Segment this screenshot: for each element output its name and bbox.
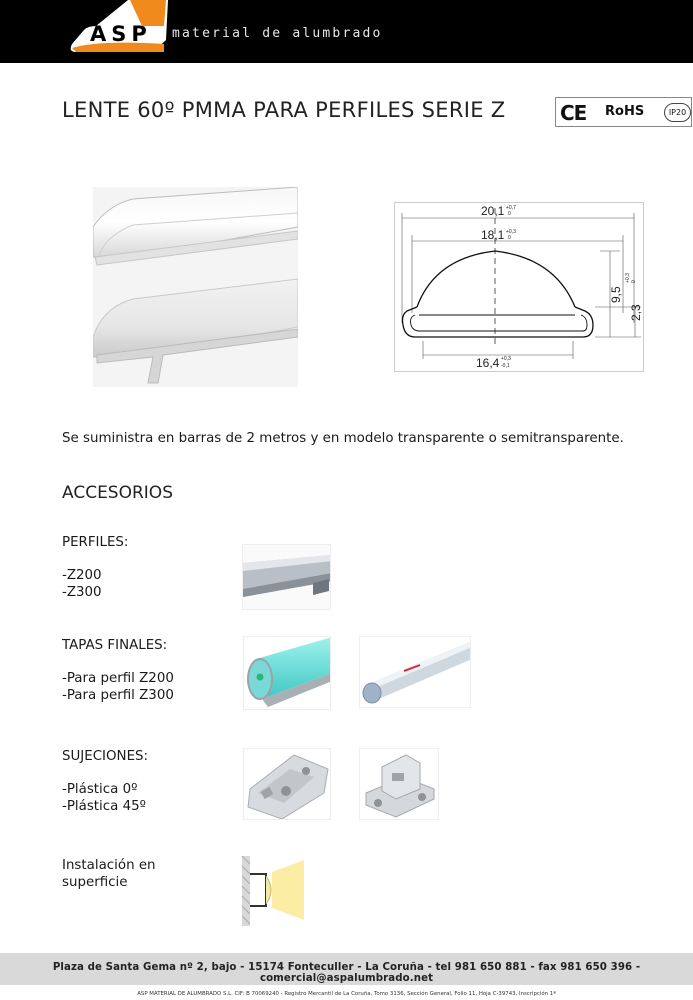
instalacion-label: Instalación en [62,858,156,873]
page-title: LENTE 60º PMMA PARA PERFILES SERIE Z [62,98,506,122]
logo-text: ASP [90,22,152,46]
dim-bottom-tol-lower: -0,1 [501,363,510,369]
ip-rating-badge: IP20 [664,103,691,122]
sujeciones-label: SUJECIONES: [62,749,149,764]
tapa-z300-thumbnail [359,636,471,708]
company-tagline: material de alumbrado [172,26,383,41]
footer-legal: ASP MATERIAL DE ALUMBRADO S.L. CIF: B 70069240 - Registro Mercantil de La Coruña, Tomo 3136, Sección General, Folio 11, Hoja C-39743, Inscripción 1ª [137,991,556,997]
sujecion-45-thumbnail [359,748,439,820]
dim-lip-tol-upper: +0,3 [625,273,631,283]
dim-bottom-tol-upper: +0,3 [501,356,511,362]
perfiles-label: PERFILES: [62,535,129,550]
sujeciones-item: -Plástica 45º [62,799,146,814]
dim-mid-tol-upper: +0,3 [506,229,516,235]
dim-mid-tol-lower: 0 [508,235,511,241]
perfiles-item: -Z300 [62,585,102,600]
company-logo [68,0,178,60]
dim-mid-value: 18,1 [481,228,505,242]
product-description: Se suministra en barras de 2 metros y en modelo transparente o semitransparente. [62,431,624,446]
tapas-item: -Para perfil Z200 [62,671,174,686]
rohs-mark: RoHS [605,104,645,119]
page-footer [0,953,693,985]
dim-lip-value: 2,3 [629,304,643,321]
certification-badges [555,97,692,127]
ce-mark: CE [560,101,587,125]
product-photo [93,187,298,387]
tapa-z200-thumbnail [243,636,331,710]
sujecion-0-thumbnail [243,748,331,820]
perfil-thumbnail [242,544,331,610]
perfiles-item: -Z200 [62,568,102,583]
dim-bottom-value: 16,4 [476,356,500,370]
tapas-item: -Para perfil Z300 [62,688,174,703]
tapas-label: TAPAS FINALES: [62,638,168,653]
dim-top-value: 20,1 [481,204,505,218]
dimension-drawing [394,202,644,372]
accessories-heading: ACCESORIOS [62,483,173,503]
dim-top-tol-lower: 0 [508,211,511,217]
sujeciones-item: -Plástica 0º [62,782,138,797]
footer-address: Plaza de Santa Gema nº 2, bajo - 15174 Fonteculler - La Coruña - tel 981 650 881 - fax 981 650 396 - comercial@aspalumbrado.net [52,962,641,984]
page-header [0,0,693,63]
dim-height-value: 9,5 [609,286,623,303]
dim-lip-tol-lower: 0 [631,280,637,283]
instalacion-label: superficie [62,875,128,890]
instalacion-diagram [242,856,304,926]
dim-top-tol-upper: +0,7 [506,205,516,211]
